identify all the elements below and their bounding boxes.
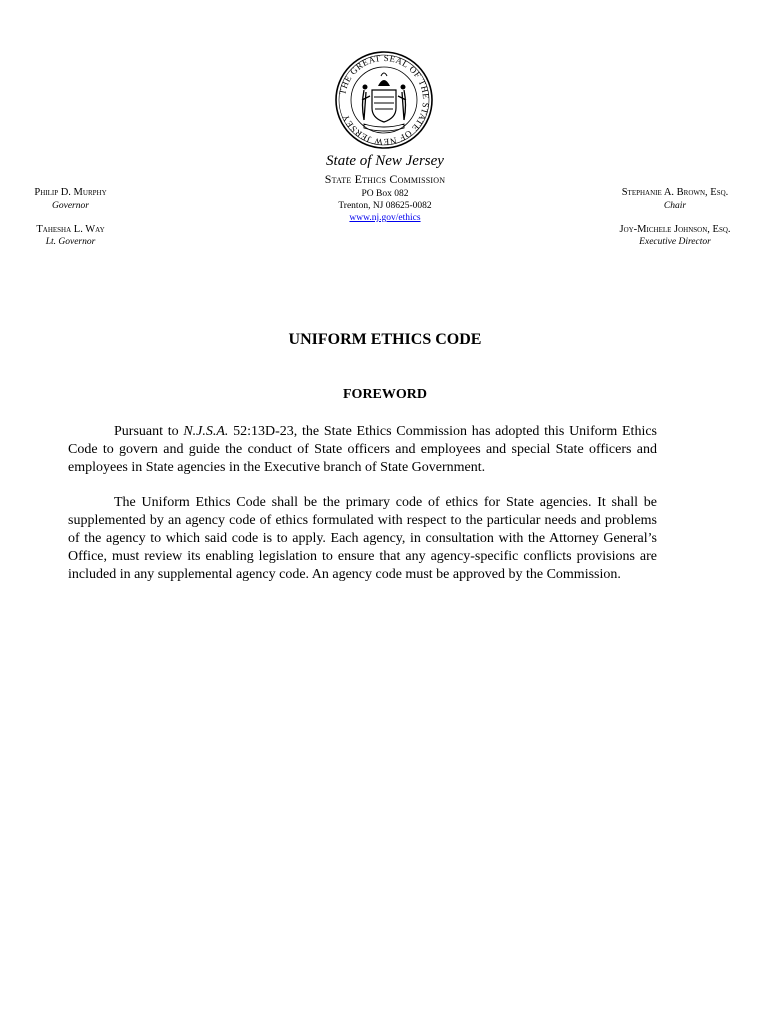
section-heading: FOREWORD [343, 387, 427, 402]
chair-title: Chair [663, 201, 687, 211]
state-seal-icon [334, 50, 434, 150]
paragraph-1-intro: Pursuant to [114, 424, 184, 439]
foreword-paragraph-1 [68, 423, 657, 477]
foreword-paragraph-2: The Uniform Ethics Code shall be the primary code of ethics for State agencies. It shall be supplemented by an agency code of ethics formulated with respect to the particular needs and problems of the agency to which said code is to apply. Each agency, in consultation with the Attorney General’s Office, must review its enabling legislation to ensure that any agency-specific conflicts provisions are included in any supplemental agency code. An agency code must be approved by the Commission. [68, 495, 657, 582]
chair-name: Stephanie A. Brown, Esq. [621, 187, 729, 198]
website-row [0, 213, 770, 223]
statute-citation: N.J.S.A. [183, 424, 229, 439]
paragraph-1-body: 52:13D-23, the State Ethics Commission has adopted this Uniform Ethics Code to govern and guide the conduct of State officers and employees and special State officers and employees in State agencies in the Executive branch of State Government. [68, 424, 657, 475]
address-line-1: PO Box 082 [361, 189, 409, 199]
governor-name: Philip D. Murphy [34, 187, 107, 198]
commission-name: State Ethics Commission [324, 172, 446, 186]
seal-text: THE GREAT SEAL OF THE STATE OF NEW JERSEY [337, 52, 432, 148]
document-title: UNIFORM ETHICS CODE [288, 331, 482, 348]
executive-director-title: Executive Director [639, 237, 711, 247]
lt-governor-title: Lt. Governor [45, 237, 96, 247]
state-name: State of New Jersey [326, 153, 444, 169]
executive-director-name: Joy-Michele Johnson, Esq. [619, 224, 731, 235]
governor-title: Governor [52, 201, 89, 211]
lt-governor-name: Tahesha L. Way [36, 224, 105, 235]
address-line-2: Trenton, NJ 08625-0082 [338, 201, 432, 211]
website-link[interactable]: www.nj.gov/ethics [349, 213, 421, 223]
